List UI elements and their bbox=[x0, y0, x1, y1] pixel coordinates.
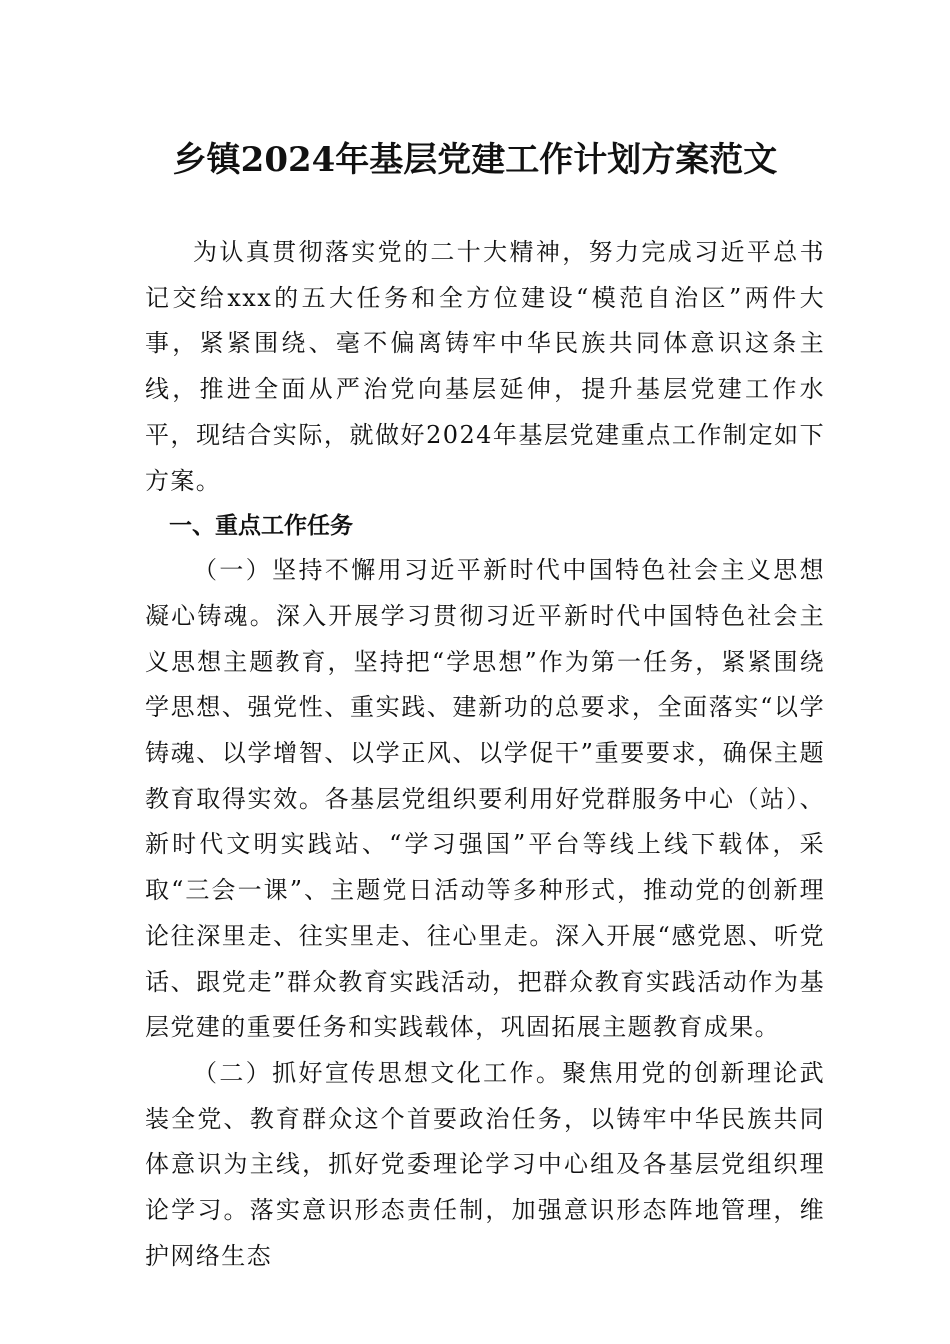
document-title: 乡镇2024年基层党建工作计划方案范文 bbox=[172, 140, 778, 180]
task-2-text: 聚焦用党的创新理论武装全党、教育群众这个首要政治任务，以铸牢中华民族共同体意识为主线，抓好党委理论学习中心组及各基层党组织理论学习。落实意识形态责任制，加强意识形态阵地管理，维护网络生态 bbox=[145, 1058, 825, 1270]
task-2-lead: （二）抓好宣传思想文化工作。 bbox=[193, 1058, 563, 1087]
task-1-lead: （一）坚持不懈用习近平新时代中国特色社会主义思想凝心铸魂。 bbox=[145, 556, 825, 630]
task-paragraph-2 bbox=[145, 1051, 825, 1280]
intro-paragraph: 为认真贯彻落实党的二十大精神，努力完成习近平总书记交给xxx的五大任务和全方位建设“模范自治区”两件大事，紧紧围绕、毫不偏离铸牢中华民族共同体意识这条主线，推进全面从严治党向基层延伸，提升基层党建工作水平，现结合实际，就做好2024年基层党建重点工作制定如下方案。 bbox=[145, 238, 825, 495]
document-body bbox=[145, 230, 825, 1279]
task-1-text: 深入开展学习贯彻习近平新时代中国特色社会主义思想主题教育，坚持把“学思想”作为第一任务，紧紧围绕学思想、强党性、重实践、建新功的总要求，全面落实“以学铸魂、以学增智、以学正风、以学促干”重要要求，确保主题教育取得实效。各基层党组织要利用好党群服务中心（站）、新时代文明实践站、“学习强国”平台等线上线下载体，采取“三会一课”、主题党日活动等多种形式，推动党的创新理论往深里走、往实里走、往心里走。深入开展“感党恩、听党话、跟党走”群众教育实践活动，把群众教育实践活动作为基层党建的重要任务和实践载体，巩固拓展主题教育成果。 bbox=[145, 601, 825, 1042]
section-heading-key-tasks: 一、重点工作任务 bbox=[169, 513, 353, 540]
task-paragraph-1 bbox=[145, 548, 825, 1051]
